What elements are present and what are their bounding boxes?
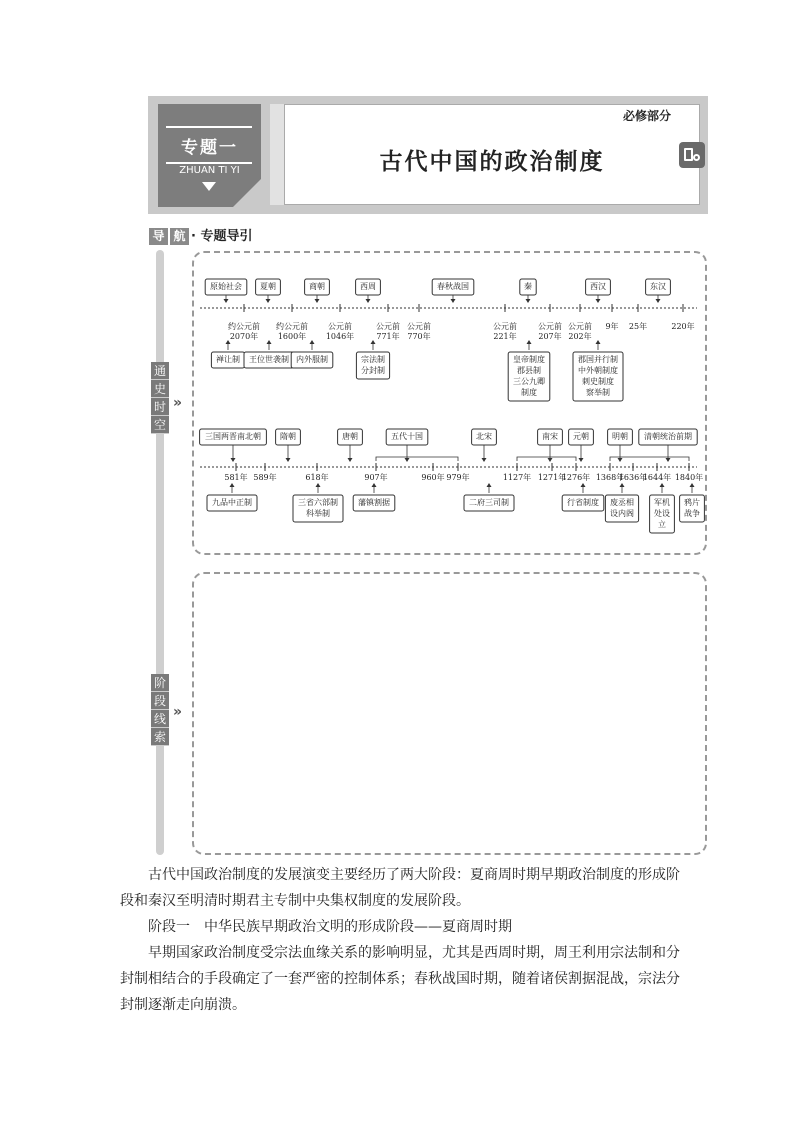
period-label: 南宋 xyxy=(542,432,558,441)
date-label: 1127年 xyxy=(502,473,532,482)
body-text xyxy=(120,862,690,1018)
period-label: 清朝统治前期 xyxy=(644,432,692,441)
arrow-head xyxy=(371,340,376,344)
paragraph: 古代中国政治制度的发展演变主要经历了两大阶段：夏商周时期早期政治制度的形成阶段和秦汉至明清时期君主专制中央集权制度的发展阶段。 xyxy=(120,867,680,909)
arrow-head xyxy=(348,458,353,462)
badge-pinyin: ZHUAN TI YI xyxy=(179,165,240,176)
system-label: 郡国并行制中外朝制度刺史制度察举制 xyxy=(578,355,618,397)
date-label: 约公元前 1600年 xyxy=(276,322,308,341)
title-box xyxy=(284,104,700,205)
arrow-head xyxy=(620,483,625,487)
arrow-head xyxy=(267,340,272,344)
side-char: 段 xyxy=(151,692,169,710)
date-label: 1644年 xyxy=(642,473,672,482)
period-label: 五代十国 xyxy=(391,432,423,441)
period-label: 原始社会 xyxy=(210,282,242,291)
arrow-head xyxy=(618,458,623,462)
date-label: 公元前 207年 xyxy=(538,322,562,341)
period-label: 西汉 xyxy=(590,282,606,291)
side-char: 通 xyxy=(151,362,169,380)
system-label: 藩镇割据 xyxy=(358,498,390,507)
arrow-head xyxy=(527,340,532,344)
date-label: 907年 xyxy=(364,473,388,482)
timeline-diagram xyxy=(192,251,707,555)
arrow-head xyxy=(372,483,377,487)
nav-label: · 专题导引 xyxy=(191,229,253,244)
arrow-head xyxy=(230,483,235,487)
arrow-head xyxy=(482,458,487,462)
system-label: 九品中正制 xyxy=(212,498,252,507)
chevron-right-icon: » xyxy=(173,704,183,720)
stages-panel xyxy=(192,572,707,855)
arrow-head xyxy=(660,483,665,487)
page-title: 古代中国的政治制度 xyxy=(379,149,605,175)
arrow-head xyxy=(310,340,315,344)
arrow-head xyxy=(526,299,531,303)
arrow-head xyxy=(266,299,271,303)
date-label: 960年 xyxy=(421,473,445,482)
side-label-stages xyxy=(151,674,169,746)
period-label: 隋朝 xyxy=(280,432,296,441)
system-label: 三省六部制科举制 xyxy=(298,498,338,518)
paragraph: 早期国家政治制度受宗法血缘关系的影响明显，尤其是西周时期，周王利用宗法制和分封制相结合的手段确定了一套严密的控制体系；春秋战国时期，随着诸侯割据混战，宗法分封制逐渐走向崩溃。 xyxy=(120,945,680,1013)
period-label: 明朝 xyxy=(612,432,628,441)
system-label: 军机处设立 xyxy=(654,498,670,529)
arrow-head xyxy=(286,458,291,462)
arrow-head xyxy=(666,458,671,462)
date-label: 公元前 770年 xyxy=(407,322,431,341)
chevron-right-icon: » xyxy=(173,395,183,411)
title-tab xyxy=(270,104,284,205)
sidebar-bar xyxy=(156,250,164,855)
arrow-head xyxy=(224,299,229,303)
arrow-head xyxy=(315,299,320,303)
period-label: 秦 xyxy=(524,282,532,291)
date-label: 1368年 xyxy=(595,473,625,482)
nav-char: 航 xyxy=(170,228,189,245)
arrow-head xyxy=(231,458,236,462)
date-label: 1636年 xyxy=(618,473,648,482)
system-label: 王位世袭制 xyxy=(249,355,289,364)
badge-triangle-icon xyxy=(202,182,216,191)
period-label: 东汉 xyxy=(650,282,666,291)
date-label: 1276年 xyxy=(561,473,591,482)
period-bracket xyxy=(376,457,458,461)
date-label: 25年 xyxy=(628,322,648,331)
period-label: 夏朝 xyxy=(260,282,276,291)
date-label: 公元前 1046年 xyxy=(325,322,355,341)
date-label: 公元前 771年 xyxy=(376,322,400,341)
arrow-head xyxy=(656,299,661,303)
period-label: 元朝 xyxy=(573,432,589,441)
period-label: 北宋 xyxy=(476,432,492,441)
date-label: 618年 xyxy=(305,473,329,482)
arrow-head xyxy=(548,458,553,462)
side-label-timeline xyxy=(151,362,169,434)
date-label: 979年 xyxy=(446,473,470,482)
period-label: 商朝 xyxy=(309,282,325,291)
system-label: 二府三司制 xyxy=(469,498,509,507)
section-nav-tag xyxy=(149,225,252,245)
date-label: 公元前 221年 xyxy=(493,322,517,341)
date-label: 220年 xyxy=(671,322,695,331)
period-label: 唐朝 xyxy=(342,432,358,441)
side-char: 索 xyxy=(151,728,169,746)
date-label: 1840年 xyxy=(674,473,704,482)
arrow-head xyxy=(316,483,321,487)
badge-fold-corner xyxy=(233,179,261,207)
book-search-icon[interactable] xyxy=(679,142,705,168)
badge-title: 专题一 xyxy=(181,138,238,158)
side-char: 时 xyxy=(151,398,169,416)
system-label: 皇帝制度郡县制三公九卿制度 xyxy=(513,355,545,397)
system-label: 宗法制分封制 xyxy=(361,355,385,375)
date-label: 公元前 202年 xyxy=(568,322,592,341)
badge-line xyxy=(166,162,252,164)
arrow-head xyxy=(366,299,371,303)
period-label: 西周 xyxy=(360,282,376,291)
arrow-head xyxy=(405,458,410,462)
arrow-head xyxy=(690,483,695,487)
system-label: 内外服制 xyxy=(296,355,328,364)
arrow-head xyxy=(596,340,601,344)
period-label: 三国两晋南北朝 xyxy=(205,432,261,441)
system-label: 行省制度 xyxy=(567,498,599,507)
side-char: 阶 xyxy=(151,674,169,692)
side-char: 空 xyxy=(151,416,169,434)
side-char: 线 xyxy=(151,710,169,728)
system-label: 禅让制 xyxy=(216,355,240,364)
side-char: 史 xyxy=(151,380,169,398)
arrow-head xyxy=(596,299,601,303)
section-subtitle: 必修部分 xyxy=(622,109,671,123)
period-label: 春秋战国 xyxy=(437,282,469,291)
date-label: 589年 xyxy=(253,473,277,482)
system-label: 废丞相设内阁 xyxy=(610,498,634,518)
nav-char: 导 xyxy=(149,228,168,245)
arrow-head xyxy=(581,483,586,487)
date-label: 1271年 xyxy=(537,473,567,482)
arrow-head xyxy=(579,458,584,462)
date-label: 581年 xyxy=(224,473,248,482)
stage-heading: 阶段一 中华民族早期政治文明的形成阶段——夏商周时期 xyxy=(148,919,512,935)
period-bracket xyxy=(517,457,576,461)
arrow-head xyxy=(451,299,456,303)
date-label: 9年 xyxy=(605,322,619,331)
date-label: 约公元前 2070年 xyxy=(228,322,260,341)
arrow-head xyxy=(487,483,492,487)
badge-line xyxy=(166,126,252,128)
system-label: 鸦片战争 xyxy=(684,498,700,518)
